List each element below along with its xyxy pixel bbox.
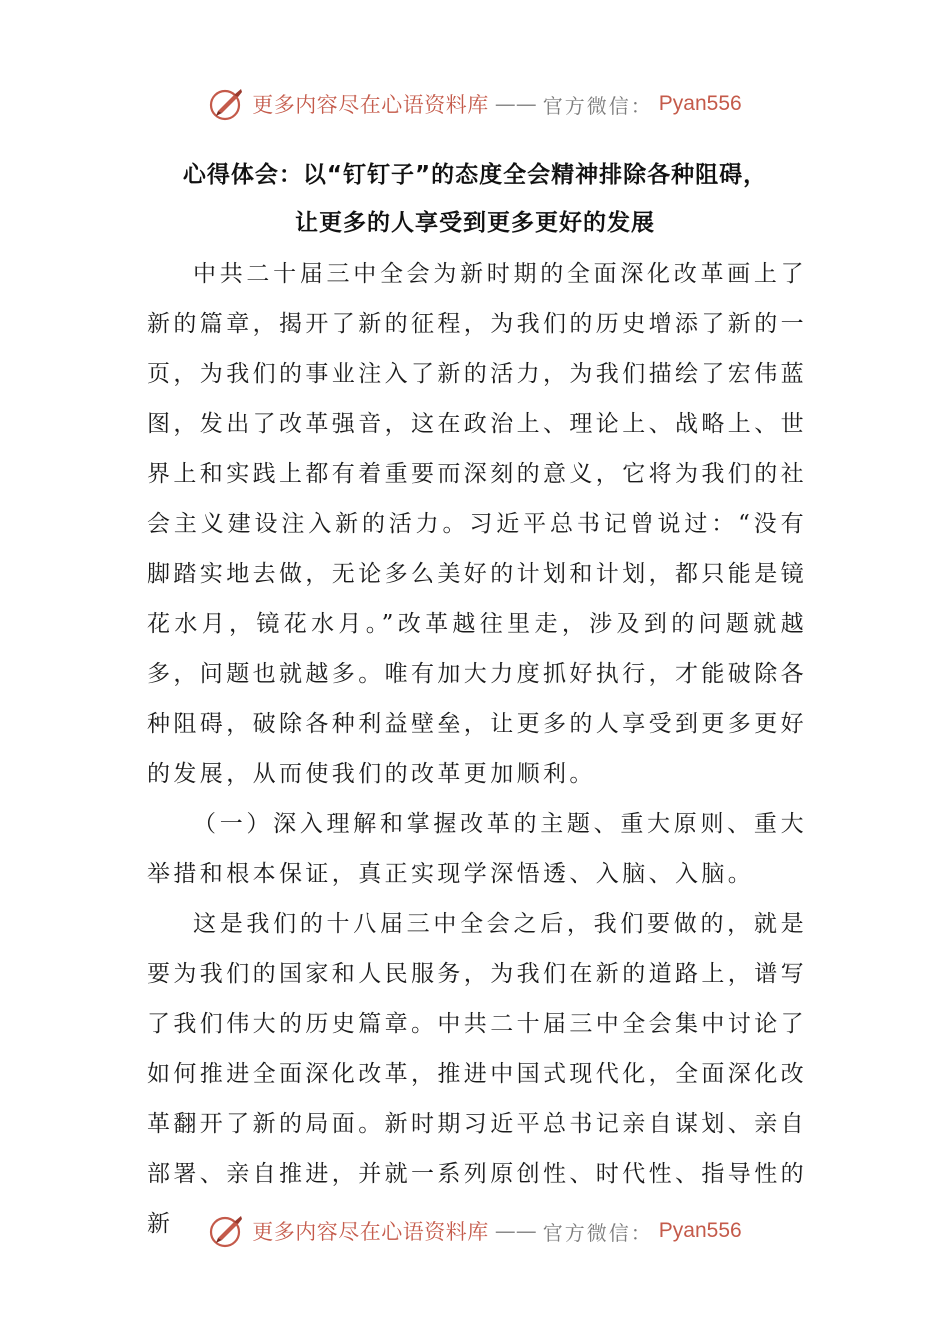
- header-banner: [0, 82, 950, 126]
- banner-brand-text: 更多内容尽在心语资料库: [252, 93, 489, 117]
- banner-dash: ——: [494, 1219, 537, 1243]
- banner-dash: ——: [494, 92, 537, 116]
- document-body: [147, 249, 807, 1249]
- banner-official-label: 官方微信：: [542, 1220, 653, 1245]
- banner-wechat-id: Pyan556: [658, 1219, 742, 1242]
- pen-logo-icon: [208, 1212, 246, 1250]
- body-paragraph-3: 这是我们的十八届三中全会之后，我们要做的，就是要为我们的国家和人民服务，为我们在新的道路上，谱写了我们伟大的历史篇章。中共二十届三中全会集中讨论了如何推进全面深化改革，推进中国式现代化，全面深化改革翻开了新的局面。新时期习近平总书记亲自谋划、亲自部署、亲自推进，并就一系列原创性、时代性、指导性的新: [147, 911, 807, 1237]
- banner-brand-text: 更多内容尽在心语资料库: [252, 1220, 489, 1244]
- document-title-line-2: 让更多的人享受到更多更好的发展: [295, 210, 655, 236]
- document-title-line-1: 心得体会：以“钉钉子”的态度全会精神排除各种阻碍，: [182, 162, 768, 188]
- banner-wechat-id: Pyan556: [658, 92, 742, 115]
- footer-banner: [0, 1209, 950, 1253]
- pen-logo-icon: [208, 85, 246, 123]
- banner-official-label: 官方微信：: [542, 93, 653, 118]
- body-paragraph-1: 中共二十届三中全会为新时期的全面深化改革画上了新的篇章，揭开了新的征程，为我们的历史增添了新的一页，为我们的事业注入了新的活力，为我们描绘了宏伟蓝图，发出了改革强音，这在政治上、理论上、战略上、世界上和实践上都有着重要而深刻的意义，它将为我们的社会主义建设注入新的活力。习近平总书记曾说过：“没有脚踏实地去做，无论多么美好的计划和计划，都只能是镜花水月，镜花水月。”改革越往里走，涉及到的问题就越多，问题也就越多。唯有加大力度抓好执行，才能破除各种阻碍，破除各种利益壁垒，让更多的人享受到更多更好的发展，从而使我们的改革更加顺利。: [147, 261, 807, 787]
- body-paragraph-2: （一）深入理解和掌握改革的主题、重大原则、重大举措和根本保证，真正实现学深悟透、入脑、入脑。: [147, 811, 807, 887]
